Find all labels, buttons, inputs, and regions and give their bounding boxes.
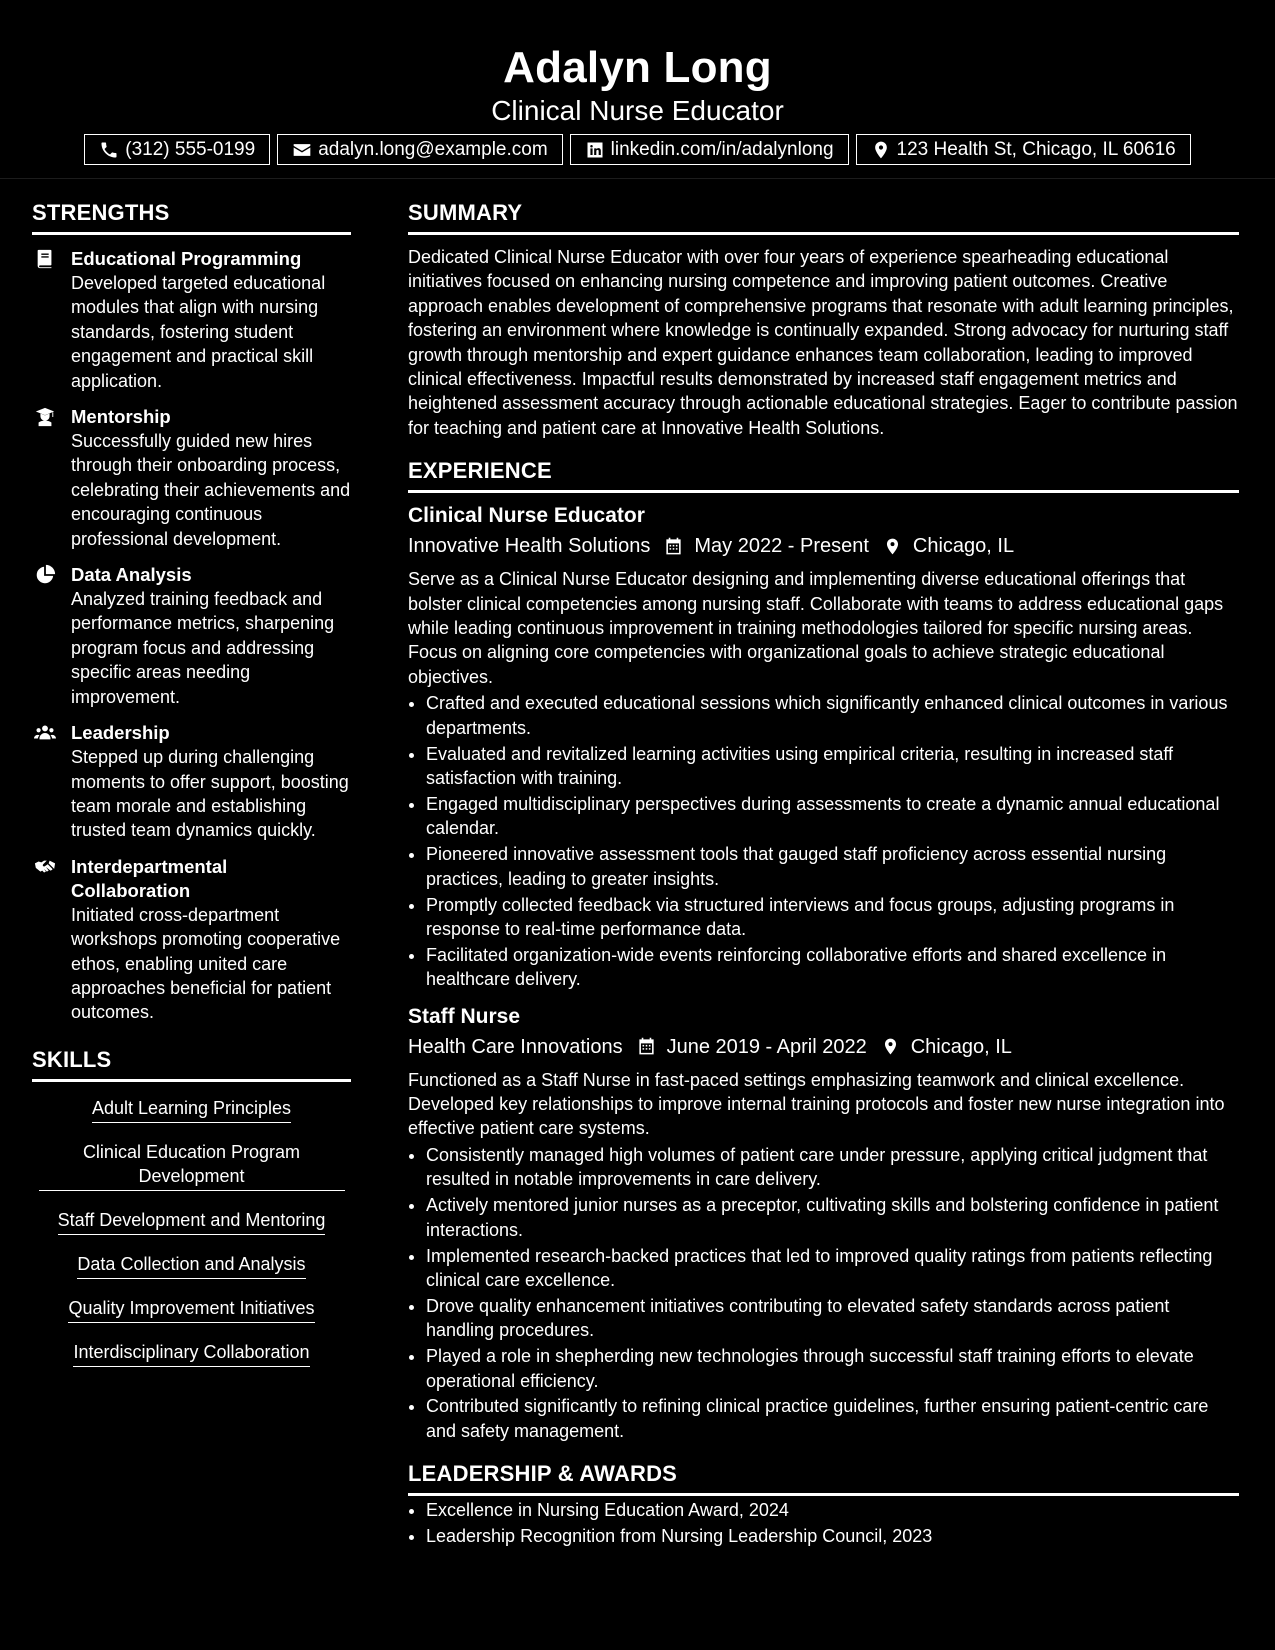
strength-title: Leadership bbox=[71, 722, 170, 744]
map-pin-icon bbox=[881, 1037, 900, 1056]
map-pin-icon bbox=[883, 537, 902, 556]
left-column bbox=[32, 196, 351, 1384]
right-column bbox=[408, 196, 1239, 1550]
job-title: Clinical Nurse Educator bbox=[408, 504, 645, 528]
job-entry bbox=[408, 501, 1239, 991]
strengths-heading: STRENGTHS bbox=[32, 196, 351, 235]
strength-description: Analyzed training feedback and performance metrics, sharpening program focus and addressing specific areas needing improvement. bbox=[71, 589, 335, 707]
skill-item: Clinical Education Program Development bbox=[39, 1140, 345, 1191]
job-company: Health Care Innovations bbox=[408, 1035, 623, 1058]
list-item: • Contributed significantly to refining clinical practice guidelines, further ensuring patient-centric care and safety management. bbox=[426, 1394, 1239, 1443]
contact-linkedin-text: linkedin.com/in/adalynlong bbox=[610, 138, 834, 160]
pie-chart-icon bbox=[34, 564, 56, 586]
phone-icon bbox=[99, 140, 119, 160]
awards-heading: LEADERSHIP & AWARDS bbox=[408, 1457, 1239, 1496]
experience-heading: EXPERIENCE bbox=[408, 454, 1239, 493]
envelope-icon bbox=[292, 140, 312, 160]
strength-item bbox=[32, 855, 351, 1025]
strength-title: Mentorship bbox=[71, 406, 171, 428]
strength-item bbox=[32, 247, 351, 393]
list-item: • Pioneered innovative assessment tools that gauged staff proficiency across essential nursing practices, leading to greater insights. bbox=[426, 842, 1239, 891]
users-icon bbox=[34, 722, 56, 744]
strength-description: Initiated cross-department workshops promoting cooperative ethos, enabling united care approaches beneficial for patient outcomes. bbox=[71, 904, 341, 1023]
skill-item: Adult Learning Principles bbox=[92, 1096, 291, 1123]
list-item: • Promptly collected feedback via structured interviews and focus groups, adjusting programs in response to real-time performance data. bbox=[426, 893, 1239, 942]
job-description: Serve as a Clinical Nurse Educator designing and implementing diverse educational offerings that bolster clinical competencies among nursing staff. Collaborate with teams to address educational gaps while leading continuous improvement in training methodologies tailored for specific nursing areas. Focus on aligning core competencies with organizational goals to achieve strategic educational objectives. bbox=[408, 569, 1224, 687]
strength-description: Developed targeted educational modules that align with nursing standards, fostering student engagement and practical skill application. bbox=[71, 273, 326, 391]
list-item: • Engaged multidisciplinary perspectives during assessments to create a dynamic annual educational calendar. bbox=[426, 792, 1239, 841]
skills-list bbox=[32, 1096, 351, 1384]
skills-heading: SKILLS bbox=[32, 1043, 351, 1082]
strength-item bbox=[32, 721, 351, 843]
calendar-icon bbox=[664, 537, 683, 556]
list-item: • Played a role in shepherding new technologies through successful staff training efforts to elevate operational efficiency. bbox=[426, 1344, 1239, 1393]
job-dates: May 2022 - Present bbox=[694, 535, 869, 558]
strength-item bbox=[32, 563, 351, 709]
map-pin-icon bbox=[871, 140, 891, 160]
list-item: • Consistently managed high volumes of patient care under pressure, applying critical judgment that resulted in notable improvements in care delivery. bbox=[426, 1143, 1239, 1192]
strength-title: Data Analysis bbox=[71, 564, 192, 586]
contact-linkedin[interactable] bbox=[570, 134, 849, 165]
contact-phone-text: (312) 555-0199 bbox=[125, 138, 256, 160]
job-entry bbox=[408, 1002, 1239, 1444]
strength-description: Successfully guided new hires through their onboarding process, celebrating their achievements and encouraging continuous professional development. bbox=[71, 431, 351, 549]
skill-item: Quality Improvement Initiatives bbox=[68, 1296, 314, 1323]
skill-item: Data Collection and Analysis bbox=[77, 1252, 305, 1279]
contact-phone[interactable] bbox=[84, 134, 270, 165]
candidate-name: Adalyn Long bbox=[503, 43, 772, 92]
linkedin-icon bbox=[585, 140, 605, 160]
skill-item: Interdisciplinary Collaboration bbox=[73, 1340, 309, 1367]
list-item: • Actively mentored junior nurses as a preceptor, cultivating skills and bolstering confidence in patient interactions. bbox=[426, 1193, 1239, 1242]
handshake-icon bbox=[34, 856, 56, 878]
contact-address-text: 123 Health St, Chicago, IL 60616 bbox=[896, 138, 1176, 160]
summary-heading: SUMMARY bbox=[408, 196, 1239, 235]
job-bullets bbox=[408, 691, 1239, 991]
strength-description: Stepped up during challenging moments to offer support, boosting team morale and establishing trusted team dynamics quickly. bbox=[71, 747, 349, 841]
contact-bar bbox=[0, 134, 1275, 165]
list-item: • Evaluated and revitalized learning activities using empirical criteria, resulting in increased staff satisfaction with training. bbox=[426, 742, 1239, 791]
skill-item: Staff Development and Mentoring bbox=[58, 1208, 326, 1235]
strength-item bbox=[32, 405, 351, 551]
job-description: Functioned as a Staff Nurse in fast-paced settings emphasizing teamwork and clinical excellence. Developed key relationships to improve internal training protocols and foster new nurse integration into effective patient care systems. bbox=[408, 1069, 1225, 1139]
strength-title: Interdepartmental Collaboration bbox=[71, 855, 228, 901]
list-item: • Leadership Recognition from Nursing Leadership Council, 2023 bbox=[426, 1524, 1239, 1548]
list-item: • Drove quality enhancement initiatives contributing to elevated safety standards across patient handling procedures. bbox=[426, 1294, 1239, 1343]
strength-title: Educational Programming bbox=[71, 248, 302, 269]
list-item: • Excellence in Nursing Education Award, 2024 bbox=[426, 1498, 1239, 1522]
candidate-title: Clinical Nurse Educator bbox=[491, 95, 784, 126]
job-meta bbox=[408, 1032, 1239, 1062]
job-meta bbox=[408, 531, 1239, 561]
job-title: Staff Nurse bbox=[408, 1004, 521, 1028]
job-dates: June 2019 - April 2022 bbox=[666, 1035, 867, 1058]
list-item: • Facilitated organization-wide events reinforcing collaborative efforts and shared excellence in healthcare delivery. bbox=[426, 943, 1239, 992]
job-location: Chicago, IL bbox=[912, 535, 1015, 558]
list-item: • Crafted and executed educational sessions which significantly enhanced clinical outcomes in various departments. bbox=[426, 691, 1239, 740]
graduate-icon bbox=[34, 406, 56, 428]
calendar-icon bbox=[637, 1037, 656, 1056]
list-item: • Implemented research-backed practices that led to improved quality ratings from patients reflecting clinical care excellence. bbox=[426, 1244, 1239, 1293]
job-bullets bbox=[408, 1143, 1239, 1443]
job-company: Innovative Health Solutions bbox=[408, 535, 651, 558]
contact-email-text: adalyn.long@example.com bbox=[318, 138, 548, 160]
awards-list bbox=[408, 1498, 1239, 1548]
summary-text: Dedicated Clinical Nurse Educator with over four years of experience spearheading educational initiatives focused on enhancing nursing competence and improving patient outcomes. Creative approach enables development of comprehensive programs that resonate with adult learning principles, fostering an environment where knowledge is continually expanded. Strong advocacy for nurturing staff growth through mentorship and expert guidance enhances team collaboration, leading to improved clinical effectiveness. Impactful results demonstrated by increased staff engagement metrics and heightened assessment accuracy through actionable educational strategies. Eager to contribute passion for teaching and patient care at Innovative Health Solutions. bbox=[408, 247, 1238, 438]
job-location: Chicago, IL bbox=[910, 1035, 1012, 1058]
contact-address[interactable] bbox=[856, 134, 1191, 165]
resume-header bbox=[0, 0, 1275, 179]
contact-email[interactable] bbox=[277, 134, 562, 165]
book-icon bbox=[34, 248, 56, 270]
